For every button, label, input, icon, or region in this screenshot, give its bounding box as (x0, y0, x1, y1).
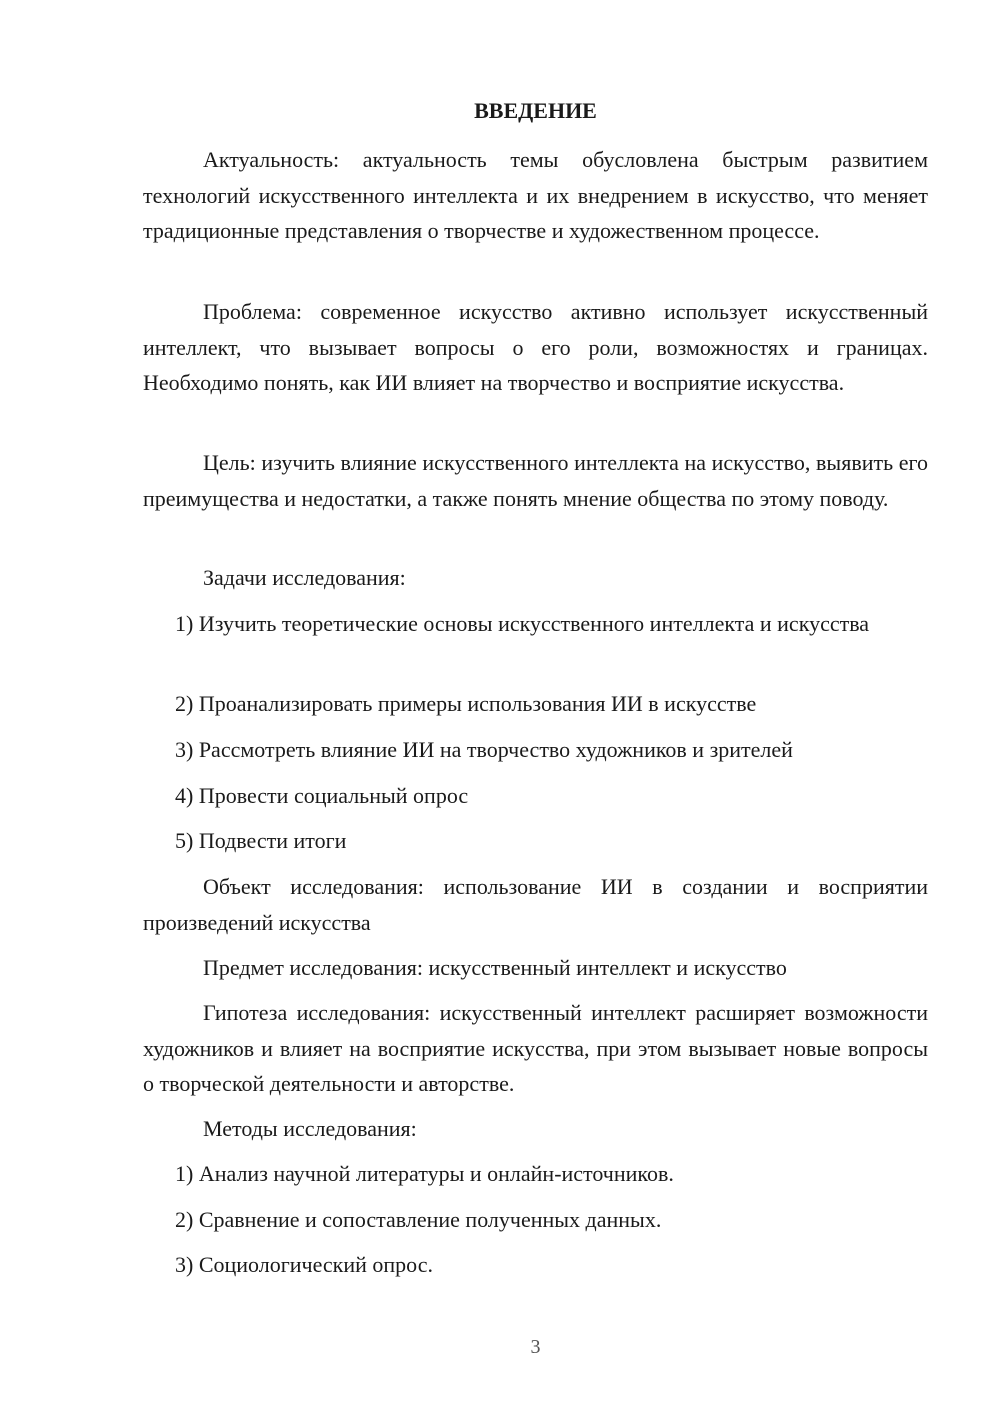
task-item-2: 2) Проанализировать примеры использования ИИ в искусстве (175, 691, 757, 716)
page-number: 3 (530, 1336, 541, 1358)
subject-paragraph: Предмет исследования: искусственный интеллект и искусство (203, 955, 787, 980)
task-item-5: 5) Подвести итоги (175, 828, 347, 853)
tasks-heading: Задачи исследования: (203, 565, 406, 590)
method-item-2: 2) Сравнение и сопоставление полученных данных. (175, 1207, 662, 1232)
method-item-3: 3) Социологический опрос. (175, 1252, 433, 1277)
hypothesis-paragraph: Гипотеза исследования: искусственный интеллект расширяет возможности художников и влияет на восприятие искусства, при этом вызывает новые вопросы о творческой деятельности и авторстве. (143, 1000, 928, 1096)
page-title: ВВЕДЕНИЕ (474, 98, 597, 123)
problem-paragraph: Проблема: современное искусство активно использует искусственный интеллект, что вызывает вопросы о его роли, возможностях и границах. Необходимо понять, как ИИ влияет на творчество и восприятие искусства. (143, 299, 928, 395)
methods-heading: Методы исследования: (203, 1116, 417, 1141)
task-item-3: 3) Рассмотреть влияние ИИ на творчество художников и зрителей (175, 737, 793, 762)
task-item-1: 1) Изучить теоретические основы искусственного интеллекта и искусства (175, 611, 870, 636)
relevance-paragraph: Актуальность: актуальность темы обусловлена быстрым развитием технологий искусственного интеллекта и их внедрением в искусство, что меняет традиционные представления о творчестве и художественном процессе. (143, 147, 928, 243)
method-item-1: 1) Анализ научной литературы и онлайн-источников. (175, 1161, 674, 1186)
goal-paragraph: Цель: изучить влияние искусственного интеллекта на искусство, выявить его преимущества и недостатки, а также понять мнение общества по этому поводу. (143, 450, 928, 511)
object-paragraph: Объект исследования: использование ИИ в создании и восприятии произведений искусства (143, 874, 928, 935)
task-item-4: 4) Провести социальный опрос (175, 783, 469, 808)
